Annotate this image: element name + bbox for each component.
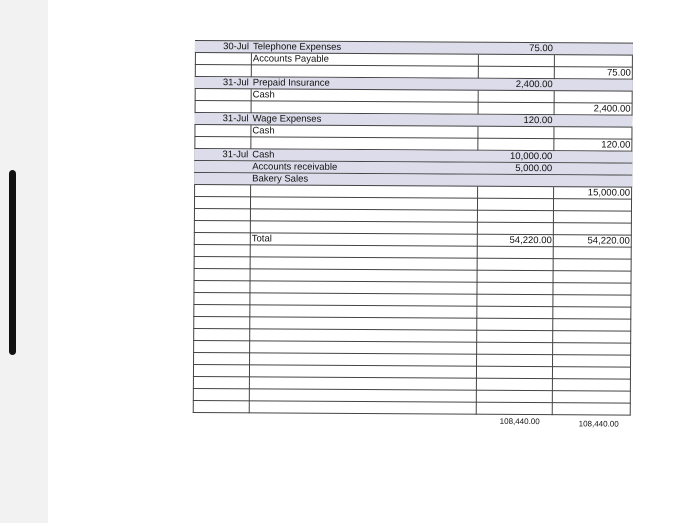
debit-cell xyxy=(478,355,551,367)
account-cell: Accounts Payable xyxy=(252,53,329,65)
credit-cell xyxy=(554,151,630,163)
debit-cell xyxy=(479,187,552,199)
debit-cell xyxy=(478,319,551,331)
date-cell xyxy=(196,137,248,149)
credit-cell xyxy=(554,163,630,175)
account-cell: Cash xyxy=(252,125,275,137)
scrollbar-thumb[interactable] xyxy=(9,170,16,355)
debit-cell xyxy=(478,307,551,319)
credit-cell xyxy=(555,91,631,103)
debit-cell xyxy=(479,223,552,235)
date-cell xyxy=(197,101,249,113)
debit-cell xyxy=(479,211,552,223)
debit-cell xyxy=(478,391,551,403)
date-cell xyxy=(196,161,248,173)
date-cell xyxy=(195,305,247,317)
account-cell: Accounts receivable xyxy=(252,161,338,173)
date-cell xyxy=(196,269,248,281)
date-cell xyxy=(197,65,249,77)
debit-cell: 10,000.00 xyxy=(510,150,553,163)
date-cell xyxy=(196,233,248,245)
credit-cell xyxy=(554,223,630,235)
date-cell xyxy=(196,125,248,137)
date-cell xyxy=(195,365,247,377)
debit-cell xyxy=(479,259,552,271)
credit-cell xyxy=(554,175,630,187)
account-cell: Total xyxy=(251,233,272,245)
date-cell xyxy=(196,221,248,233)
credit-cell xyxy=(553,343,629,355)
debit-cell: 75.00 xyxy=(529,43,553,55)
credit-cell xyxy=(553,355,629,367)
credit-cell: 120.00 xyxy=(601,139,631,151)
credit-cell xyxy=(553,391,629,403)
credit-cell xyxy=(553,319,629,331)
debit-grand-total: 108,440.00 xyxy=(499,416,540,427)
debit-cell xyxy=(479,175,552,187)
account-cell: Cash xyxy=(252,149,275,161)
date-cell xyxy=(195,353,247,365)
date-cell xyxy=(195,401,247,413)
debit-cell: 5,000.00 xyxy=(515,162,553,175)
account-cell: Telephone Expenses xyxy=(252,41,342,53)
debit-cell xyxy=(479,247,552,259)
date-cell xyxy=(195,281,247,293)
debit-cell xyxy=(479,139,552,151)
date-cell xyxy=(195,341,247,353)
credit-cell xyxy=(554,127,630,139)
debit-cell: 2,400.00 xyxy=(515,78,553,91)
account-cell: Wage Expenses xyxy=(252,113,322,125)
credit-cell xyxy=(555,43,631,55)
credit-cell xyxy=(554,271,630,283)
date-cell xyxy=(196,209,248,221)
account-cell xyxy=(251,401,476,414)
debit-cell xyxy=(479,127,552,139)
credit-cell xyxy=(553,295,629,307)
debit-cell xyxy=(478,403,551,415)
debit-cell xyxy=(478,295,551,307)
credit-cell xyxy=(554,115,630,127)
debit-cell xyxy=(478,379,551,391)
credit-cell xyxy=(553,331,629,343)
date-cell: 30-Jul xyxy=(223,41,249,53)
date-cell xyxy=(195,389,247,401)
date-cell: 31-Jul xyxy=(222,149,249,161)
date-cell xyxy=(195,329,247,341)
debit-cell xyxy=(480,67,553,79)
debit-cell xyxy=(480,103,553,115)
credit-cell xyxy=(553,403,629,415)
date-cell xyxy=(196,257,248,269)
debit-cell xyxy=(478,367,551,379)
table-row xyxy=(193,401,631,416)
date-cell xyxy=(196,173,248,185)
date-cell xyxy=(197,89,249,101)
credit-cell xyxy=(554,247,630,259)
debit-cell xyxy=(478,283,551,295)
date-cell xyxy=(196,197,248,209)
debit-cell xyxy=(480,55,553,67)
debit-cell xyxy=(479,271,552,283)
account-cell: Prepaid Insurance xyxy=(252,77,330,89)
debit-cell xyxy=(478,343,551,355)
debit-cell: 120.00 xyxy=(523,115,553,127)
credit-cell: 75.00 xyxy=(606,67,631,79)
date-cell xyxy=(195,377,247,389)
credit-cell xyxy=(554,259,630,271)
date-cell xyxy=(196,185,248,197)
credit-cell: 15,000.00 xyxy=(587,187,631,199)
credit-cell: 54,220.00 xyxy=(587,235,630,247)
credit-cell xyxy=(554,199,630,211)
credit-cell xyxy=(553,367,629,379)
credit-cell: 2,400.00 xyxy=(593,103,631,115)
credit-cell xyxy=(553,307,629,319)
date-cell xyxy=(195,317,247,329)
debit-cell xyxy=(480,91,553,103)
account-cell: Bakery Sales xyxy=(252,173,309,185)
debit-cell: 54,220.00 xyxy=(509,234,552,247)
credit-cell xyxy=(553,283,629,295)
credit-cell xyxy=(554,211,630,223)
account-cell: Cash xyxy=(252,89,275,101)
credit-cell xyxy=(555,55,631,67)
credit-grand-total: 108,440.00 xyxy=(578,419,619,429)
date-cell: 31-Jul xyxy=(222,77,249,89)
date-cell xyxy=(195,293,247,305)
date-cell xyxy=(197,53,249,65)
credit-cell xyxy=(555,79,631,91)
debit-cell xyxy=(479,199,552,211)
debit-cell xyxy=(478,331,551,343)
document-page xyxy=(48,0,700,523)
date-cell: 31-Jul xyxy=(222,113,249,125)
date-cell xyxy=(196,245,248,257)
credit-cell xyxy=(553,379,629,391)
